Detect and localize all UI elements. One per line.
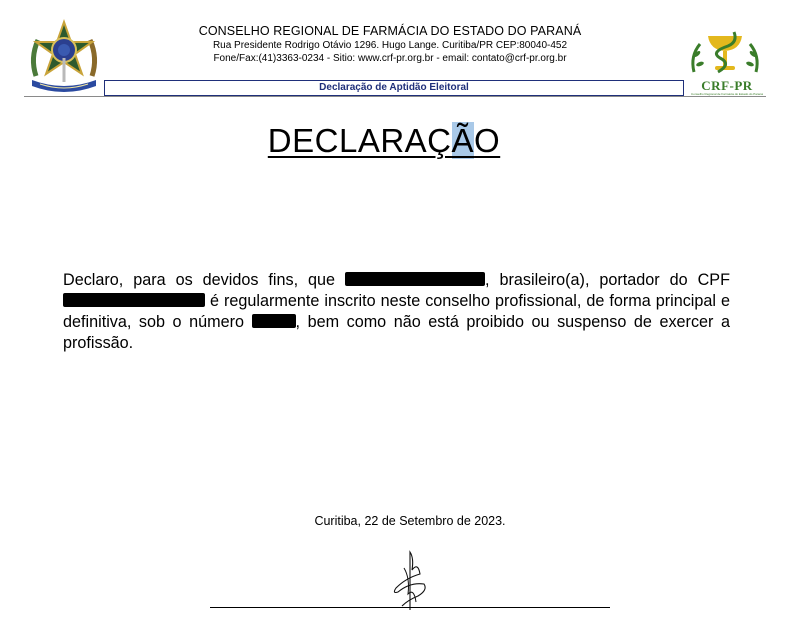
organization-contact: Fone/Fax:(41)3363-0234 - Sitio: www.crf-pr.org.br - email: contato@crf-pr.org.br bbox=[213, 53, 567, 64]
body-part-2: , brasileiro(a), portador do CPF bbox=[485, 271, 730, 289]
title-part-before: DECLARAÇ bbox=[267, 122, 452, 159]
body-part-4: , bem como não está proibido ou suspenso de exercer a profissão. bbox=[63, 313, 730, 352]
organization-address: Rua Presidente Rodrigo Otávio 1296. Hugo Lange. Curitiba/PR CEP:80040-452 bbox=[212, 40, 568, 51]
header-divider bbox=[24, 96, 766, 97]
redacted-name bbox=[345, 272, 485, 286]
handwritten-signature bbox=[384, 548, 436, 612]
document-type-banner: Declaração de Aptidão Eleitoral bbox=[104, 80, 684, 96]
organization-name: CONSELHO REGIONAL DE FARMÁCIA DO ESTADO DO PARANÁ bbox=[198, 24, 582, 38]
brazil-coat-of-arms-icon bbox=[26, 18, 102, 96]
redacted-cpf bbox=[63, 293, 205, 307]
crf-logo-subtext: Conselho Regional de Farmácia do Estado do Paraná bbox=[691, 92, 763, 96]
redacted-registration-number bbox=[252, 314, 296, 328]
page-title bbox=[180, 122, 588, 160]
declaration-body bbox=[63, 270, 730, 354]
body-part-3: é regularmente inscrito neste conselho profissional, de forma principal e definitiva, sob o número bbox=[63, 292, 730, 331]
signature-line bbox=[210, 607, 610, 608]
date-line: Curitiba, 22 de Setembro de 2023. bbox=[314, 514, 506, 528]
crf-logo-text: CRF-PR bbox=[701, 78, 753, 93]
title-highlighted-letter: Ã bbox=[451, 122, 475, 159]
title-part-after: O bbox=[474, 122, 501, 159]
body-part-1: Declaro, para os devidos fins, que bbox=[63, 271, 346, 289]
header-text-block bbox=[150, 23, 630, 65]
